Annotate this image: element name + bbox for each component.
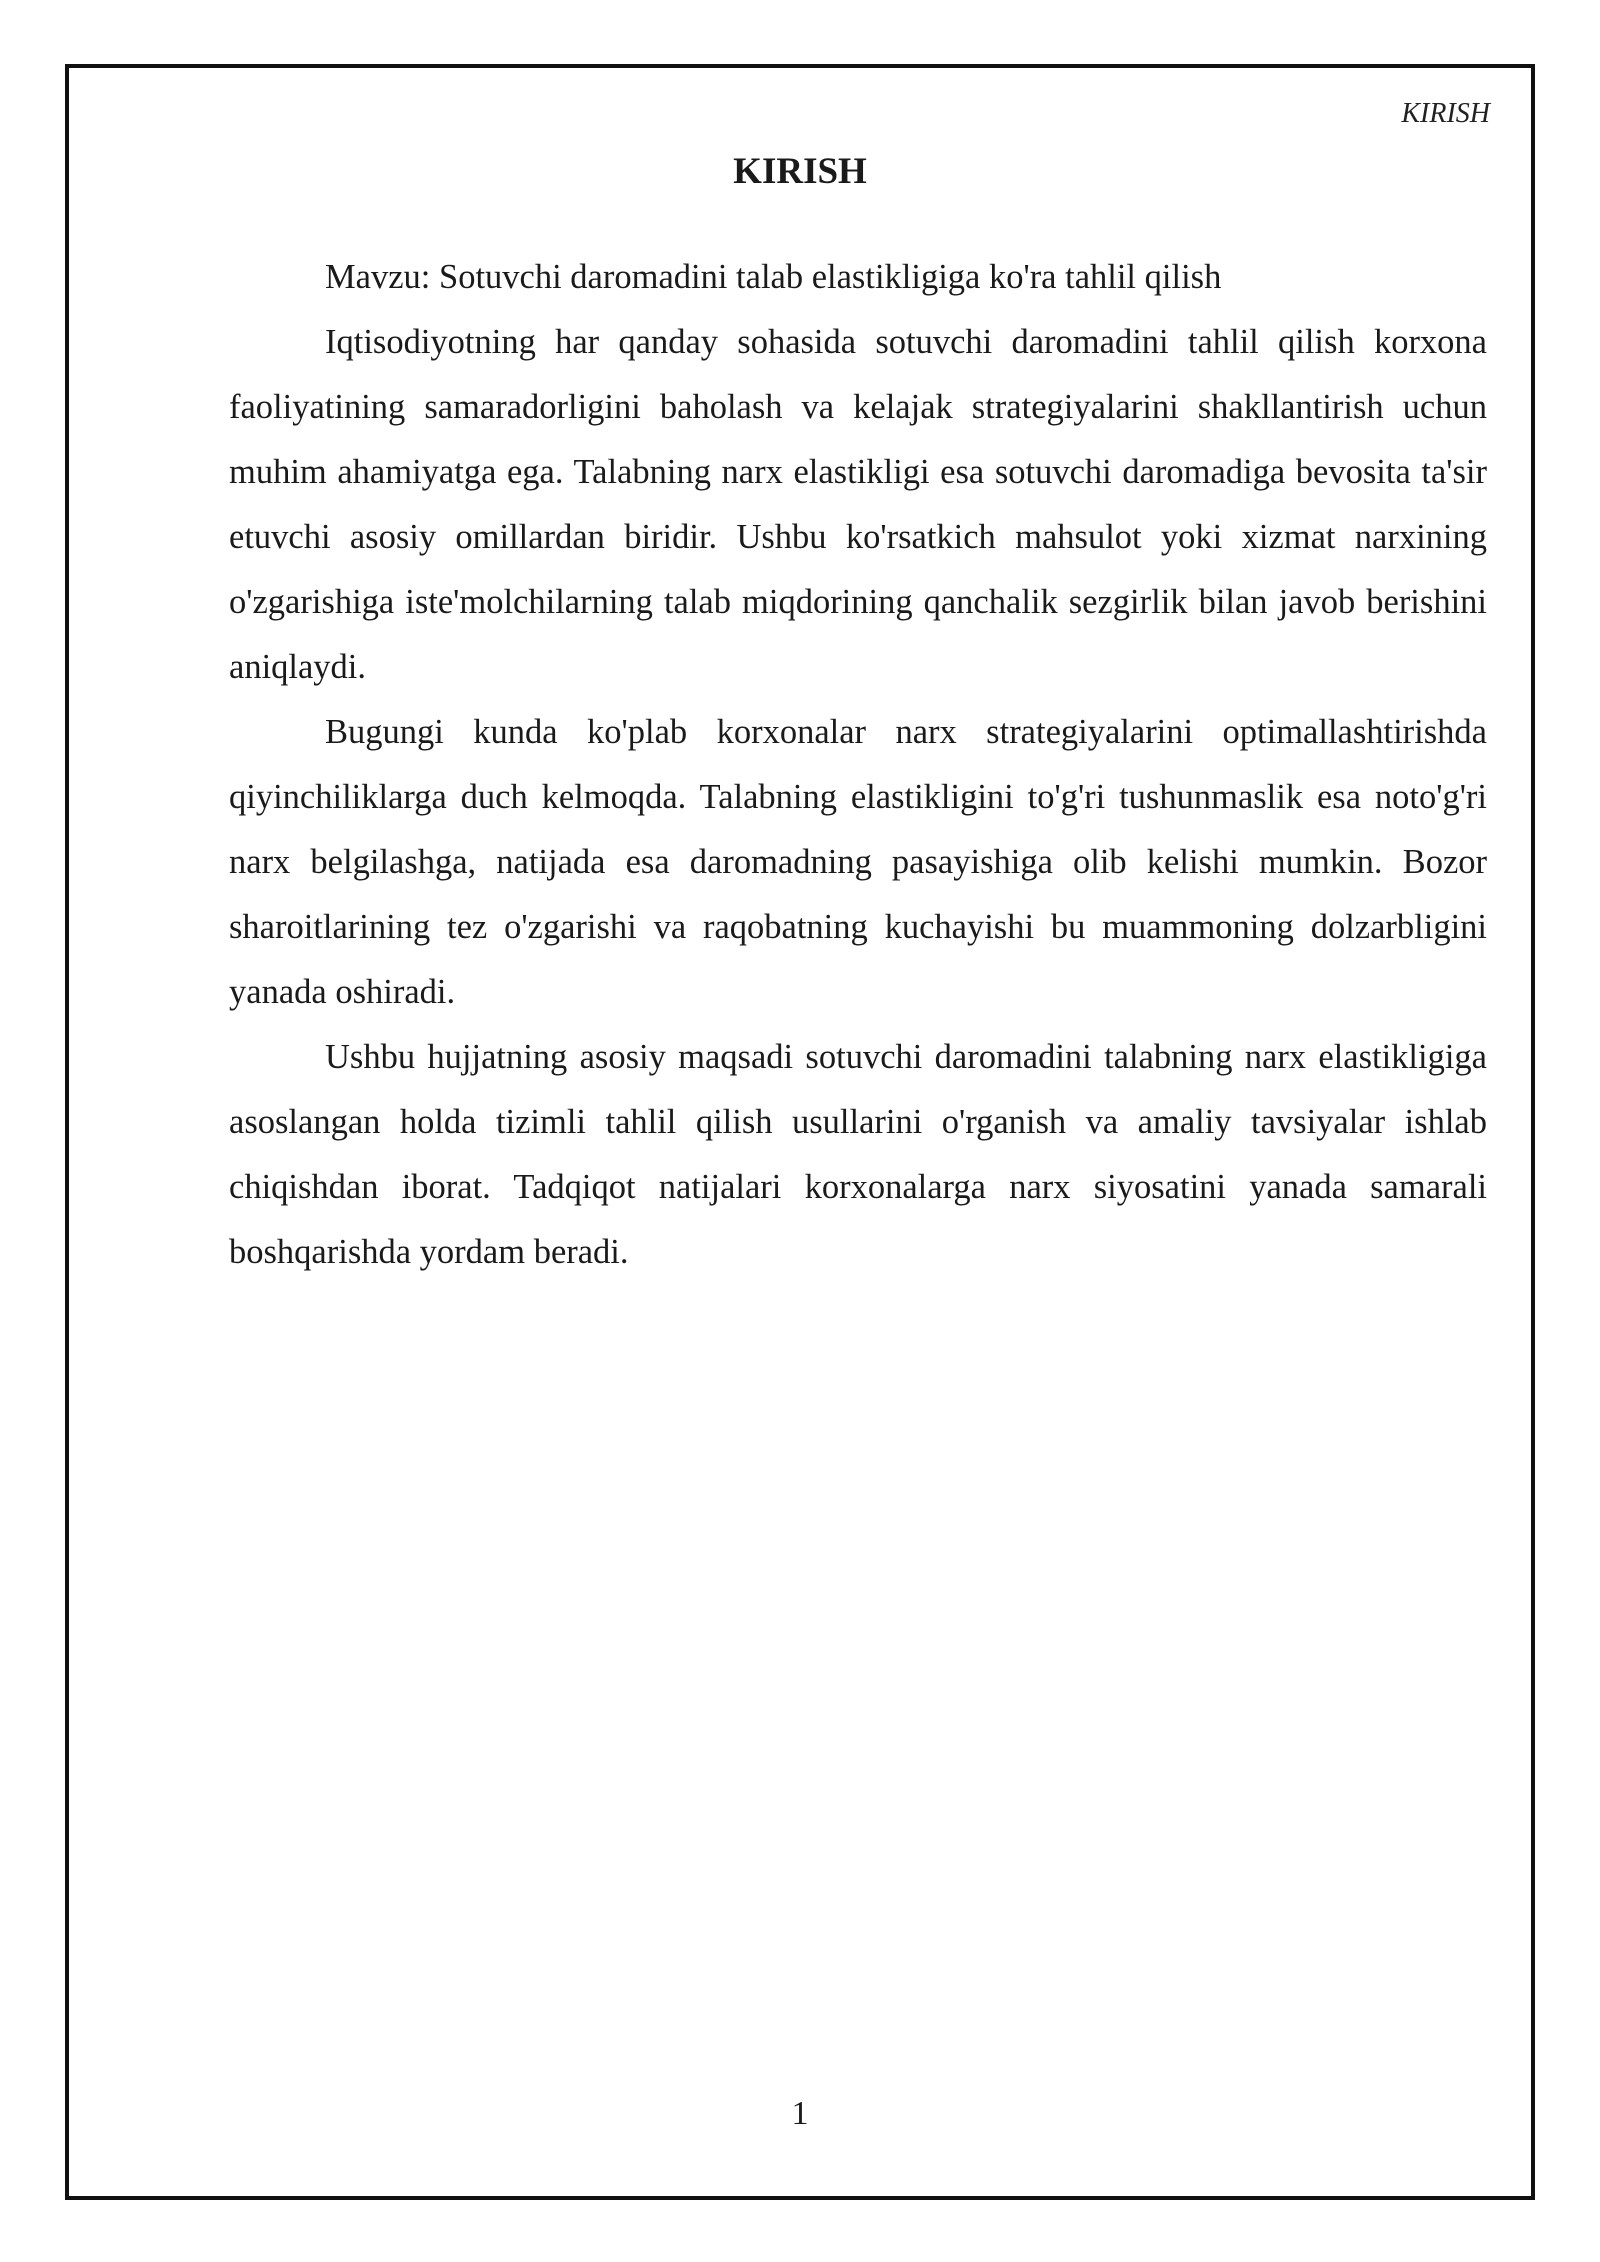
paragraph-1: Iqtisodiyotning har qanday sohasida sotuvchi daromadini tahlil qilish korxona faoliyatining samaradorligini baholash va kelajak strategiyalarini shakllantirish uchun muhim ahamiyatga ega. Talabning narx elastikligi esa sotuvchi daromadiga bevosita ta'sir etuvchi asosiy omillardan biridir. Ushbu ko'rsatkich mahsulot yoki xizmat narxining o'zgarishiga iste'molchilarning talab miqdorining qanchalik sezgirlik bilan javob berishini aniqlaydi. xyxy=(229,323,1487,686)
paragraph-3: Ushbu hujjatning asosiy maqsadi sotuvchi daromadini talabning narx elastikligiga asoslangan holda tizimli tahlil qilish usullarini o'rganish va amaliy tavsiyalar ishlab chiqishdan iborat. Tadqiqot natijalari korxonalarga narx siyosatini yanada samarali boshqarishda yordam beradi. xyxy=(229,1038,1487,1271)
running-header: KIRISH xyxy=(1401,98,1490,129)
page-title: KIRISH xyxy=(733,151,867,192)
page-number: 1 xyxy=(791,2095,809,2132)
document-body xyxy=(229,245,1487,1285)
paragraph-2: Bugungi kunda ko'plab korxonalar narx strategiyalarini optimallashtirishda qiyinchiliklarga duch kelmoqda. Talabning elastikligini to'g'ri tushunmaslik esa noto'g'ri narx belgilashga, natijada esa daromadning pasayishiga olib kelishi mumkin. Bozor sharoitlarining tez o'zgarishi va raqobatning kuchayishi bu muammoning dolzarbligini yanada oshiradi. xyxy=(229,713,1487,1011)
topic-line: Mavzu: Sotuvchi daromadini talab elastikligiga ko'ra tahlil qilish xyxy=(325,258,1222,296)
